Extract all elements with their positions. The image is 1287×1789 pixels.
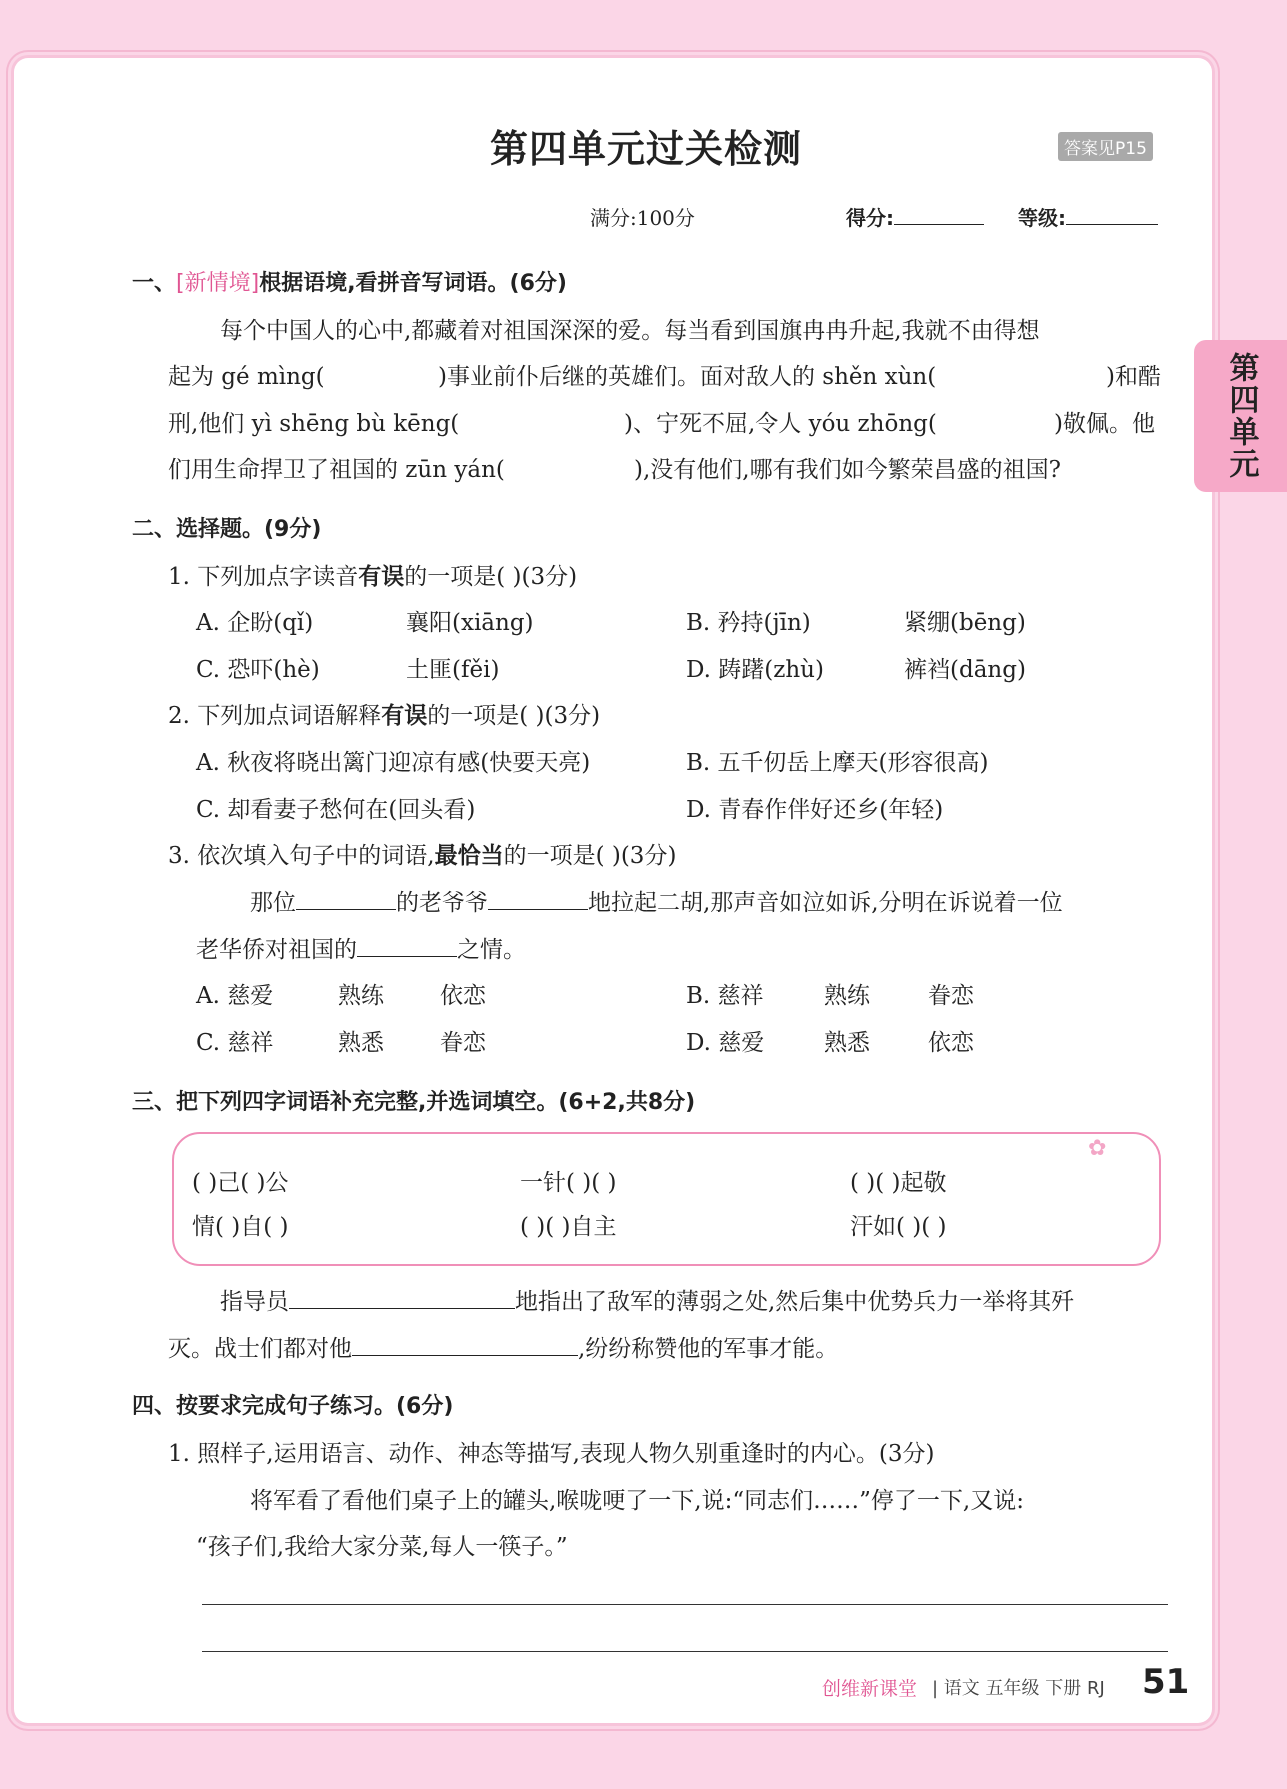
q1-option-c-1[interactable]: C. 恐吓(hè) [196, 657, 320, 683]
idiom-box [172, 1132, 1161, 1266]
grade-label-text: 等级: [1018, 206, 1066, 230]
q1-option-b-2: 紧绷(bēng) [904, 610, 1026, 636]
idiom-4[interactable]: 情( )自( ) [192, 1214, 289, 1240]
q3-text-4: 老华侨对祖国的 [196, 937, 357, 963]
q3-blank-1[interactable] [296, 889, 396, 910]
idiom-2[interactable]: 一针( )( ) [520, 1170, 617, 1196]
q3-text-3: 地拉起二胡,那声音如泣如诉,分明在诉说着一位 [588, 890, 1063, 916]
fill-text-2: 地指出了敌军的薄弱之处,然后集中优势兵力一举将其歼 [515, 1289, 1075, 1315]
unit-side-tab [1194, 340, 1287, 492]
q3-stem [168, 837, 676, 870]
q1-stem-a: 1. 下列加点字读音 [168, 564, 359, 590]
idiom-1[interactable]: ( )己( )公 [192, 1170, 289, 1196]
section1-line3a: 刑,他们 yì shēng bù kēng( [168, 411, 460, 437]
q3-option-a-word2: 熟练 [338, 983, 384, 1009]
q3-option-c-word3: 眷恋 [440, 1030, 486, 1056]
q1-option-a-2: 襄阳(xiāng) [406, 610, 534, 636]
q2-stem-a: 2. 下列加点词语解释 [168, 703, 382, 729]
section1-line2a: 起为 gé mìng( [168, 364, 325, 390]
q3-option-d-word3: 依恋 [928, 1030, 974, 1056]
fill-text-4: ,纷纷称赞他的军事才能。 [578, 1336, 839, 1362]
q2-option-d[interactable]: D. 青春作伴好还乡(年轻) [686, 797, 944, 823]
section1-line3b: )、宁死不屈,令人 yóu zhōng( [624, 411, 937, 437]
idiom-6[interactable]: 汗如( )( ) [850, 1214, 947, 1240]
q3-option-a-word3: 依恋 [440, 983, 486, 1009]
footer-brand: 创维新课堂 [822, 1678, 918, 1700]
section1-line4b: ),没有他们,哪有我们如今繁荣昌盛的祖国? [634, 457, 1061, 483]
full-score: 满分:100分 [590, 206, 695, 230]
section1-line1: 每个中国人的心中,都藏着对祖国深深的爱。每当看到国旗冉冉升起,我就不由得想 [220, 318, 1040, 344]
q3-sentence-line2 [196, 931, 526, 964]
idiom-5[interactable]: ( )( )自主 [520, 1214, 617, 1240]
page-title: 第四单元过关检测 [490, 127, 803, 171]
q2-option-c[interactable]: C. 却看妻子愁何在(回头看) [196, 797, 476, 823]
grade-blank[interactable] [1066, 204, 1158, 225]
q2-option-b[interactable]: B. 五千仞岳上摩天(形容很高) [686, 750, 989, 776]
q3-text-1: 那位 [250, 890, 296, 916]
q3-text-5: 之情。 [457, 937, 526, 963]
section3-heading: 三、把下列四字词语补充完整,并选词填空。(6+2,共8分) [132, 1090, 696, 1115]
fill-sentence-line2 [168, 1330, 838, 1363]
q3-stem-b: 的一项是( )(3分) [503, 843, 677, 869]
q1-option-d-2: 裤裆(dāng) [904, 657, 1026, 683]
q2-stem-b: 的一项是( )(3分) [427, 703, 601, 729]
idiom-3[interactable]: ( )( )起敬 [850, 1170, 947, 1196]
footer-book-info: | 语文 五年级 下册 RJ [932, 1678, 1105, 1699]
section1-line2b: )事业前仆后继的英雄们。面对敌人的 shěn xùn( [438, 364, 937, 390]
q1-option-d-1[interactable]: D. 踌躇(zhù) [686, 657, 824, 683]
q3-blank-2[interactable] [488, 889, 588, 910]
blossom-icon: ✿ [1088, 1136, 1107, 1161]
q1-option-b-1[interactable]: B. 矜持(jīn) [686, 610, 811, 636]
q2-emphasis: 有误 [381, 703, 428, 729]
q1-emphasis: 有误 [358, 564, 405, 590]
answer-reference-badge: 答案见P15 [1058, 132, 1153, 161]
answer-line-1[interactable] [202, 1604, 1168, 1605]
q2-option-a[interactable]: A. 秋夜将晓出篱门迎凉有感(快要天亮) [196, 750, 591, 776]
score-label-text: 得分: [846, 206, 894, 230]
q3-option-d-word2: 熟悉 [824, 1030, 870, 1056]
q3-emphasis: 最恰当 [434, 843, 504, 869]
q3-option-c[interactable]: C. 慈祥 [196, 1030, 274, 1056]
section1-line2c: )和酷 [1106, 364, 1161, 390]
q3-option-c-word2: 熟悉 [338, 1030, 384, 1056]
q3-stem-a: 3. 依次填入句子中的词语, [168, 843, 435, 869]
s4-example-line1: 将军看了看他们桌子上的罐头,喉咙哽了一下,说:“同志们……”停了一下,又说: [250, 1488, 1024, 1514]
q3-option-b-word3: 眷恋 [928, 983, 974, 1009]
q3-option-b[interactable]: B. 慈祥 [686, 983, 764, 1009]
section1-heading [132, 266, 567, 297]
q3-text-2: 的老爷爷 [396, 890, 488, 916]
score-blank[interactable] [894, 204, 984, 225]
unit-side-tab-label: 第四单元 [1223, 352, 1259, 480]
answer-line-2[interactable] [202, 1651, 1168, 1652]
grade-label [1018, 202, 1158, 231]
q3-option-b-word2: 熟练 [824, 983, 870, 1009]
q1-stem-b: 的一项是( )(3分) [404, 564, 578, 590]
section1-title: 根据语境,看拼音写词语。(6分) [259, 271, 567, 296]
s4-example-line2: “孩子们,我给大家分菜,每人一筷子。” [196, 1534, 568, 1560]
fill-blank-2[interactable] [352, 1335, 578, 1356]
q3-option-d[interactable]: D. 慈爱 [686, 1030, 765, 1056]
q1-option-a-1[interactable]: A. 企盼(qǐ) [196, 610, 314, 636]
q3-option-a[interactable]: A. 慈爱 [196, 983, 274, 1009]
fill-blank-1[interactable] [289, 1288, 515, 1309]
q2-stem [168, 697, 600, 730]
page-number: 51 [1142, 1662, 1190, 1702]
section2-heading: 二、选择题。(9分) [132, 517, 322, 542]
q3-sentence-line1 [250, 884, 1063, 917]
section4-heading: 四、按要求完成句子练习。(6分) [132, 1394, 454, 1419]
s4-q1-stem: 1. 照样子,运用语言、动作、神态等描写,表现人物久别重逢时的内心。(3分) [168, 1441, 935, 1467]
q1-stem [168, 558, 577, 591]
q1-option-c-2: 土匪(fěi) [406, 657, 500, 683]
fill-text-3: 灭。战士们都对他 [168, 1336, 352, 1362]
section1-line3c: )敬佩。他 [1054, 411, 1155, 437]
new-context-tag: [新情境] [176, 271, 260, 296]
q3-blank-3[interactable] [357, 936, 457, 957]
section1-line4a: 们用生命捍卫了祖国的 zūn yán( [168, 457, 505, 483]
section1-number: 一、 [132, 271, 177, 296]
fill-text-1: 指导员 [220, 1289, 289, 1315]
score-label [846, 202, 984, 231]
fill-sentence-line1 [220, 1283, 1074, 1316]
